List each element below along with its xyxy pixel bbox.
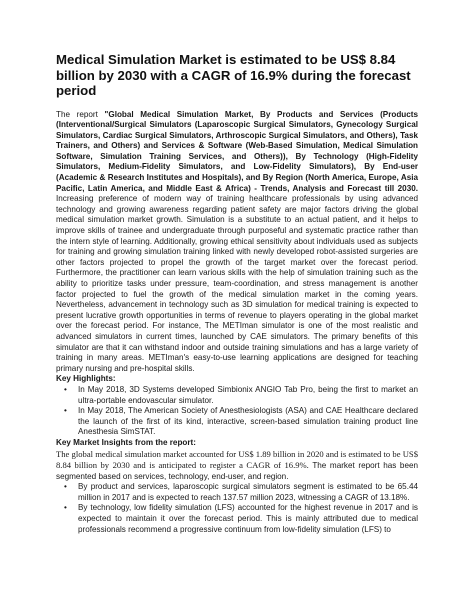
list-item-text: By technology, low fidelity simulation (LFS) accounted for the highest revenue in 2017 and is expected to maintain it over the forecast period. This is mainly attributed due to medical professionals recommend a progressive continuum from low-fidelity simulation (LFS) to [78,503,418,534]
bullet-icon: • [64,503,67,513]
list-item-text: In May 2018, The American Society of Anesthesiologists (ASA) and CAE Healthcare declared the launch of the first of its kind, interactive, screen-based simulation training product line Anesthesia SimSTAT. [78,406,418,437]
intro-paragraph [56,110,418,375]
key-highlights-heading: Key Highlights: [56,374,116,384]
bullet-icon: • [64,384,67,394]
intro-body: Increasing preference of modern way of training healthcare professionals by using advanced technology and growing awareness regarding patient safety are major factors driving the global medical simulation market growth. Simulation is a substitute to an actual patient, and it helps to improve skills of trainee and undergraduate through purposeful and systematic practice rather than the intern style of learning. Additionally, growing ethical sensitivity about individuals used as subjects for training and growing simulation training linked with newly developed robot-assisted surgeries are other factors projected to propel the growth of the target market over the forecast period. Furthermore, the practitioner can learn various skills with the help of simulation training such as the ability to prioritize tasks under pressure, team-coordination, and stress management is another factor projected to fuel the growth of the medical simulation market in the coming years. Nevertheless, advancement in technology such as 3D simulation for medical training is expected to present lucrative growth opportunities in terms of revenue to players operating in the global market over the forecast period. For instance, The METIman simulator is one of the most realistic and advanced simulators in current times, launched by CAE simulators. The primary benefits of this simulator are that it can withstand indoor and outside training simulations and has a large variety of training in many areas. METIman's easy-to-use learning applications are designed for teaching primary nursing and pre-hospital skills. [56,194,418,373]
list-item [56,503,418,535]
report-title-bold: "Global Medical Simulation Market, By Products and Services (Products (Interventional/Surgical Simulators (Laparoscopic Surgical Simulators, Gynecology Surgical Simulators, Cardiac Surgical Simulators, Arthroscopic Surgical Simulators, and Others), Task Trainers, and Others) and Services & Software (Web-Based Simulation, Medical Simulation Software, Simulation Training Services, and Others)), By Technology (High-Fidelity Simulators, Medium-Fidelity Simulators, and Low-Fidelity Simulators), By End-user (Academic & Research Institutes and Hospitals), and By Region (North America, Europe, Asia Pacific, Latin America, and Middle East & Africa) - Trends, Analysis and Forecast till 2030. [56,109,418,193]
key-highlights-list [56,385,418,438]
insights-paragraph [56,449,418,483]
intro-prefix: The report [56,109,105,119]
insights-serif-text: The global medical simulation market accounted for US$ 1.89 billion in 2020 and is estimated to be US$ 8.84 billion by 2030 and is anticipated to register a CAGR of 16.9%. [56,448,418,471]
list-item [56,385,418,406]
bullet-icon: • [64,482,67,492]
list-item [56,482,418,503]
insights-list [56,482,418,535]
document-title: Medical Simulation Market is estimated to be US$ 8.84 billion by 2030 with a CAGR of 16.9% during the forecast period [56,52,411,98]
document-body [56,52,418,535]
list-item-text: By product and services, laparoscopic surgical simulators segment is estimated to be 65.44 million in 2017 and is expected to reach 137.57 million 2023, witnessing a CAGR of 13.18%. [78,482,418,502]
list-item-text: In May 2018, 3D Systems developed Simbionix ANGIO Tab Pro, being the first to market an ultra-portable endovascular simulator. [78,384,418,405]
insights-rest-text: The market report has been segmented based on services, technology, end-user, and region. [56,461,419,481]
list-item [56,406,418,438]
insights-heading: Key Market Insights from the report: [56,437,196,447]
bullet-icon: • [64,406,67,416]
